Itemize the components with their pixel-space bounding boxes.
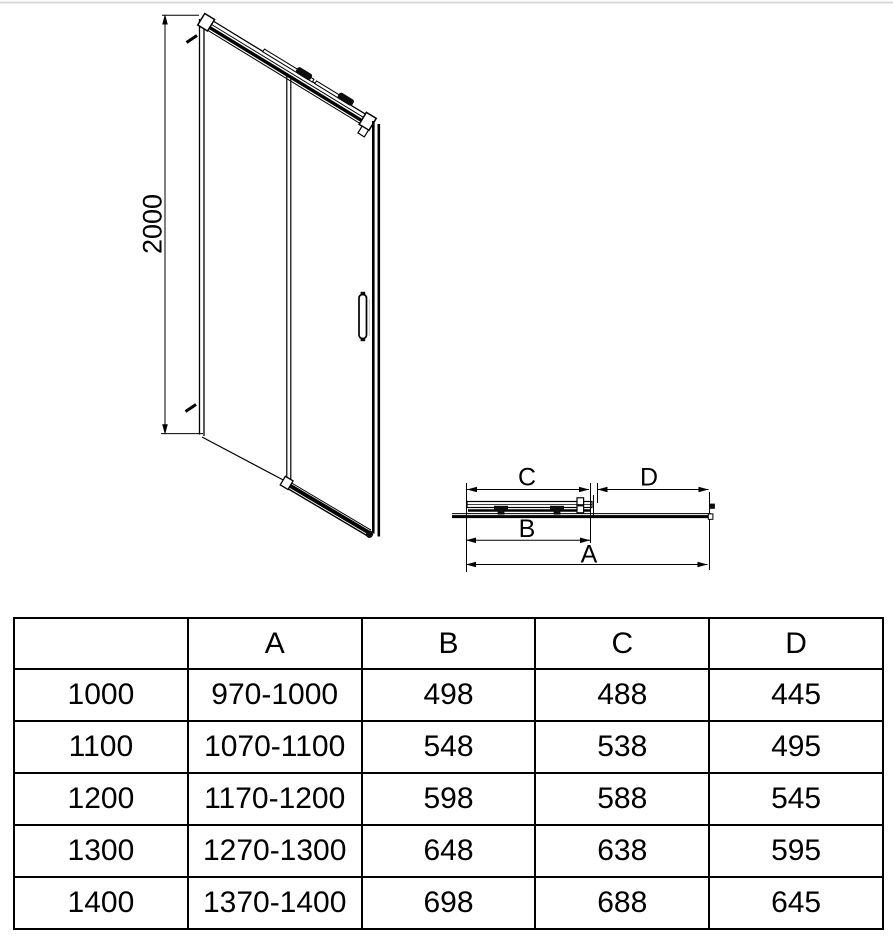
header-cell-b: B: [362, 618, 536, 669]
wall-profile-section: [709, 504, 715, 509]
header-cell-a: A: [188, 618, 362, 669]
rail-bracket-section: [577, 498, 584, 505]
spec-table-row: [14, 825, 883, 877]
dimension-value-cell: 595: [709, 825, 883, 877]
header-cell-d: D: [709, 618, 883, 669]
roller-section: [494, 506, 508, 510]
row-size-cell: 1100: [14, 721, 188, 773]
header-cell-size: [14, 618, 188, 669]
dimension-d-label: D: [639, 463, 659, 492]
dimension-value-cell: 1170-1200: [188, 773, 362, 825]
dimension-value-cell: 495: [709, 721, 883, 773]
dimension-value-cell: 645: [709, 877, 883, 929]
spec-table-row: [14, 773, 883, 825]
rail-bracket-section: [577, 506, 584, 513]
dimension-a-label: A: [580, 540, 598, 569]
wall-bracket-ticks: [186, 36, 198, 412]
front-view-bottom-rail: [280, 476, 376, 539]
spec-table-row: [14, 877, 883, 929]
door-handle: [359, 292, 369, 341]
row-size-cell: 1400: [14, 877, 188, 929]
front-view-left-frame: [200, 19, 205, 436]
dimension-value-cell: 970-1000: [188, 669, 362, 721]
dimension-b-label: B: [518, 515, 536, 543]
spec-table-body: [14, 669, 883, 929]
front-view-middle-stile: [287, 76, 291, 482]
spec-table-container: [13, 617, 884, 930]
front-view-bottom-glass-edge: [202, 437, 288, 483]
spec-table-row: [14, 669, 883, 721]
row-size-cell: 1000: [14, 669, 188, 721]
dimension-value-cell: 498: [362, 669, 536, 721]
dimension-value-cell: 1270-1300: [188, 825, 362, 877]
roller-section: [550, 506, 564, 510]
dimension-c-label: C: [517, 463, 537, 492]
front-view: [138, 10, 379, 539]
spec-table-header-row: [14, 618, 883, 669]
dimension-value-cell: 648: [362, 825, 536, 877]
dimension-value-cell: 548: [362, 721, 536, 773]
dimension-value-cell: 1070-1100: [188, 721, 362, 773]
dimension-value-cell: 538: [535, 721, 709, 773]
front-view-top-rail: [193, 10, 378, 137]
header-cell-c: C: [535, 618, 709, 669]
spec-table-row: [14, 721, 883, 773]
dimension-value-cell: 588: [535, 773, 709, 825]
panel-end-cap: [708, 514, 713, 519]
dimension-value-cell: 445: [709, 669, 883, 721]
roller-block: [337, 92, 355, 107]
dimension-value-cell: 598: [362, 773, 536, 825]
spec-table: [13, 617, 884, 930]
dimension-value-cell: 688: [535, 877, 709, 929]
dimension-value-cell: 545: [709, 773, 883, 825]
dimension-value-cell: 488: [535, 669, 709, 721]
height-dimension-label: 2000: [137, 193, 168, 255]
dimension-value-cell: 698: [362, 877, 536, 929]
front-view-right-frame: [373, 121, 379, 537]
row-size-cell: 1200: [14, 773, 188, 825]
dimension-value-cell: 638: [535, 825, 709, 877]
top-view: [452, 464, 715, 573]
dimension-value-cell: 1370-1400: [188, 877, 362, 929]
top-view-rail-profile: [467, 498, 592, 515]
roller-block: [295, 66, 313, 81]
row-size-cell: 1300: [14, 825, 188, 877]
